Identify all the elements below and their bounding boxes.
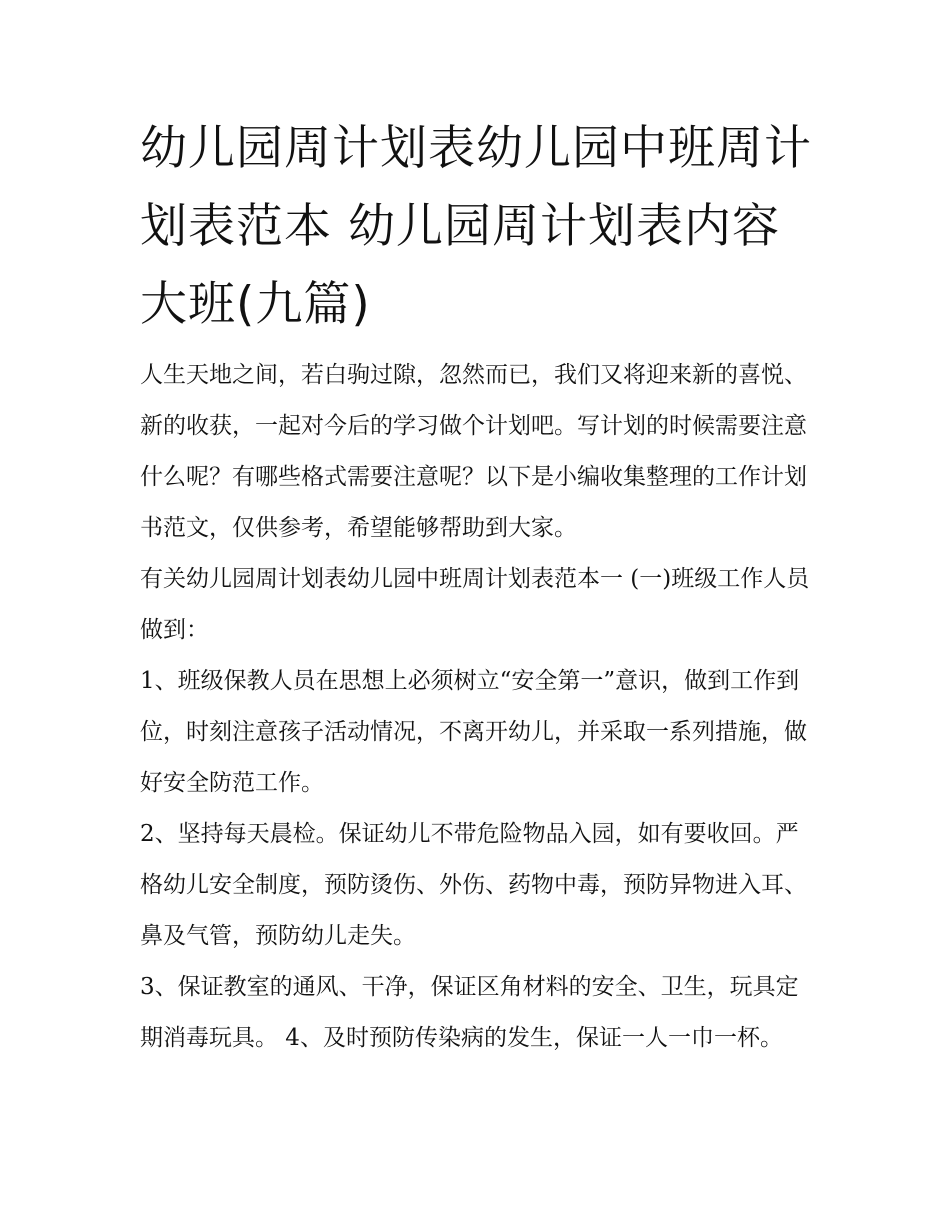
document-body xyxy=(140,110,820,1064)
section-heading-paragraph: 有关幼儿园周计划表幼儿园中班周计划表范本一 (一)班级工作人员做到： xyxy=(140,566,810,643)
document-title: 幼儿园周计划表幼儿园中班周计划表范本 幼儿园周计划表内容大班(九篇) xyxy=(140,121,812,332)
list-item-1: 1、班级保教人员在思想上必须树立“安全第一”意识，做到工作到位，时刻注意孩子活动情况，不离开幼儿，并采取一系列措施，做好安全防范工作。 xyxy=(140,668,807,796)
list-item-3: 3、保证教室的通风、干净，保证区角材料的安全、卫生，玩具定期消毒玩具。 4、及时预防传染病的发生，保证一人一巾一杯。 xyxy=(140,974,799,1051)
list-item-2: 2、坚持每天晨检。保证幼儿不带危险物品入园，如有要收回。严格幼儿安全制度，预防烫伤、外伤、药物中毒，预防异物进入耳、鼻及气管，预防幼儿走失。 xyxy=(140,821,807,949)
intro-paragraph: 人生天地之间，若白驹过隙，忽然而已，我们又将迎来新的喜悦、新的收获，一起对今后的学习做个计划吧。写计划的时候需要注意什么呢？有哪些格式需要注意呢？以下是小编收集整理的工作计划书范文，仅供参考，希望能够帮助到大家。 xyxy=(140,362,807,541)
